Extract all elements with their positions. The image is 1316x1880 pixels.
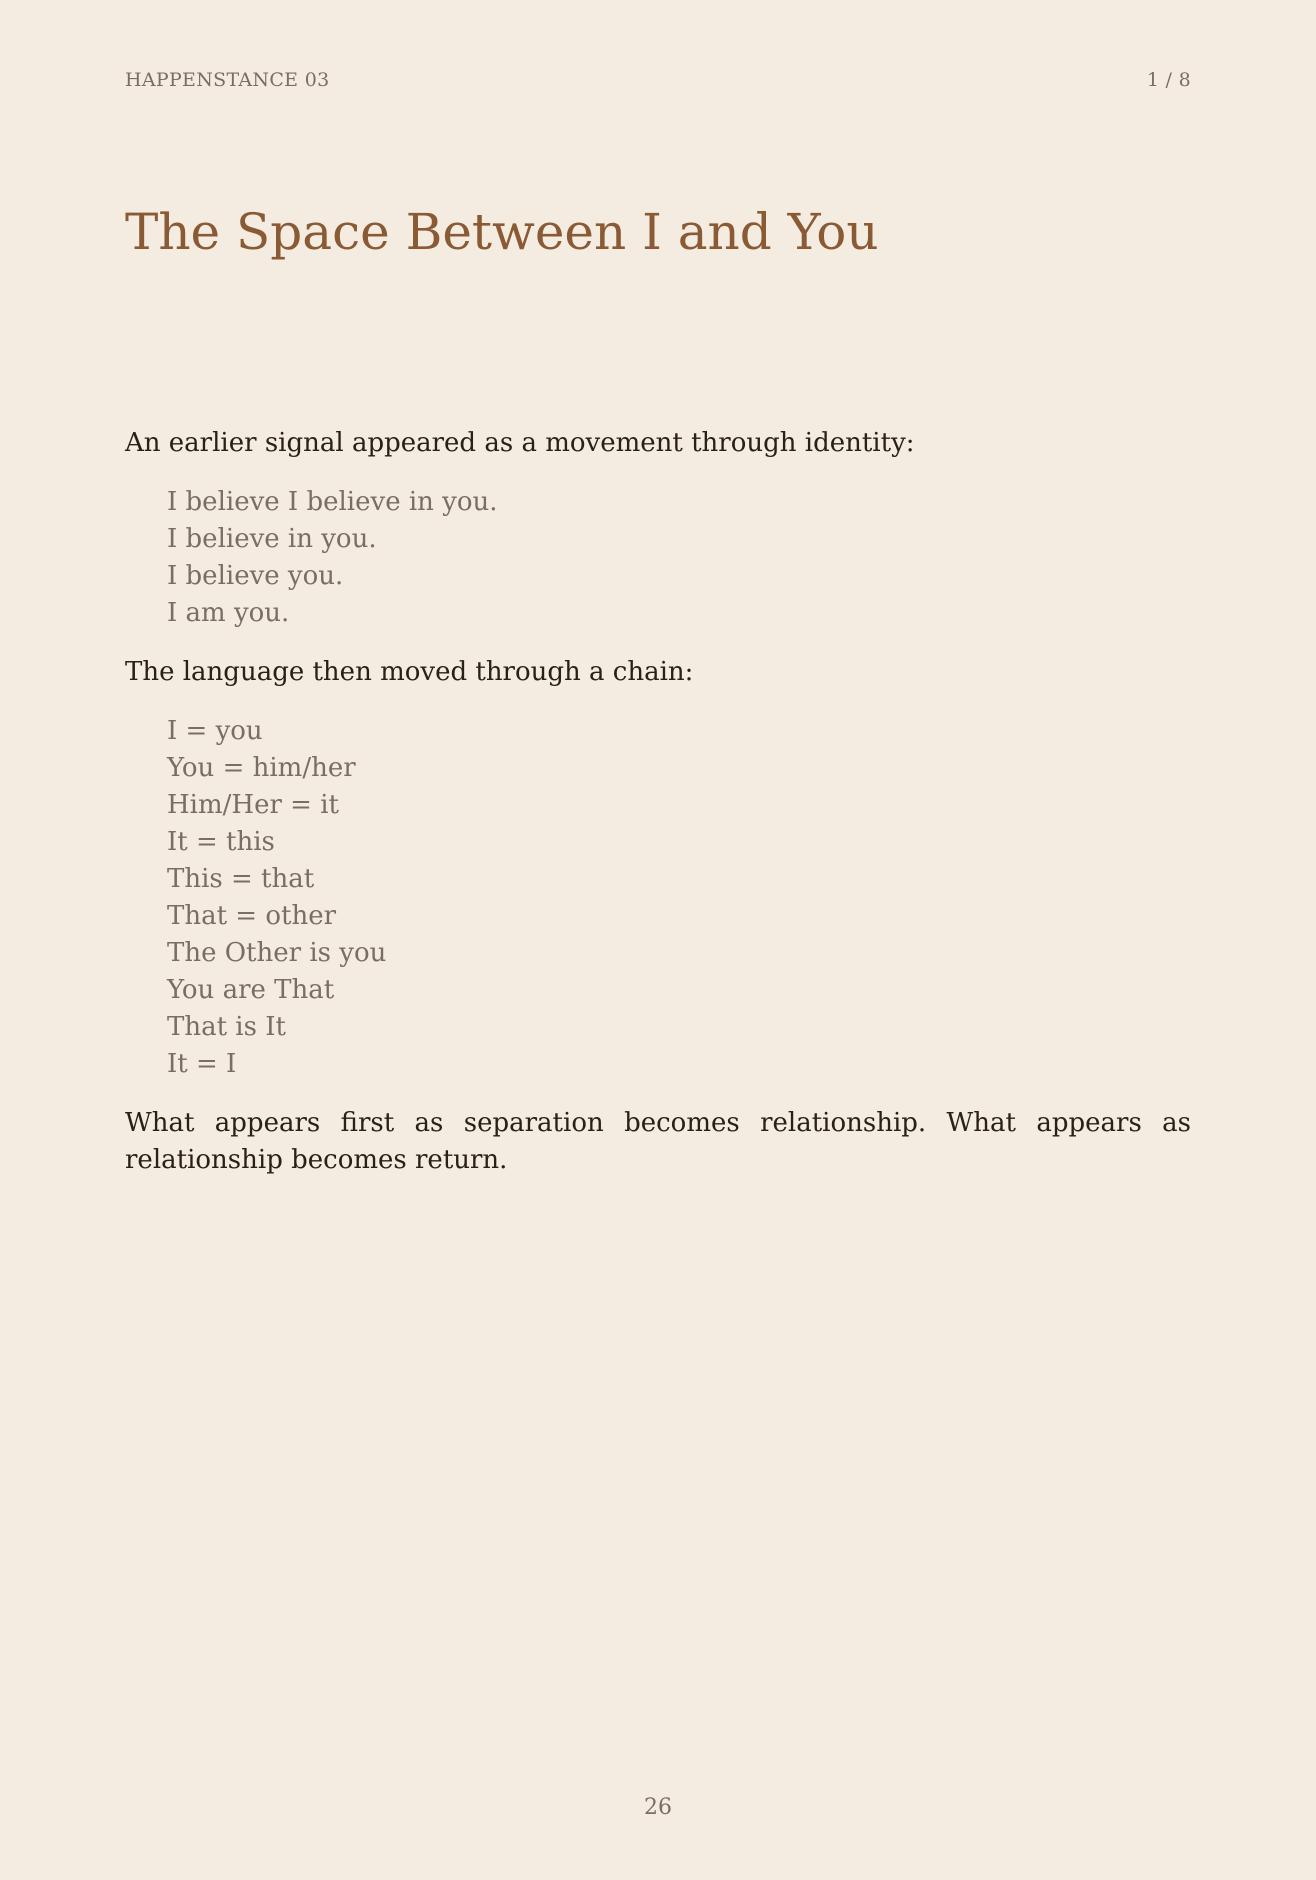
verse-line: I believe in you. (167, 524, 377, 554)
chain-line: Him/Her = it (167, 790, 339, 820)
chain-line: It = this (167, 827, 275, 857)
page-title: The Space Between I and You (125, 203, 879, 261)
verse-line: I believe you. (167, 561, 344, 591)
chain-line: That = other (167, 901, 337, 931)
chain-line: This = that (167, 864, 315, 894)
chain-line: It = I (167, 1049, 237, 1079)
body-content (125, 425, 1191, 1179)
verse-line: I believe I believe in you. (167, 487, 498, 517)
chain-line: You are That (167, 975, 335, 1005)
chain-line: That is It (167, 1012, 286, 1042)
chain-verse (167, 713, 1191, 1083)
page-number: 26 (644, 1795, 672, 1820)
verse-line: I am you. (167, 598, 290, 628)
chain-intro-paragraph: The language then moved through a chain: (125, 657, 694, 687)
running-header (125, 69, 1191, 91)
chain-line: I = you (167, 716, 263, 746)
series-label: HAPPENSTANCE 03 (125, 69, 330, 91)
identity-verse (167, 484, 1191, 632)
chain-line: You = him/her (167, 753, 356, 783)
chain-line: The Other is you (167, 938, 387, 968)
page-indicator: 1 / 8 (1146, 69, 1191, 91)
intro-paragraph: An earlier signal appeared as a movement through identity: (125, 428, 915, 458)
conclusion-paragraph: What appears first as separation becomes relationship. What appears as relationship becomes return. (125, 1108, 1191, 1175)
